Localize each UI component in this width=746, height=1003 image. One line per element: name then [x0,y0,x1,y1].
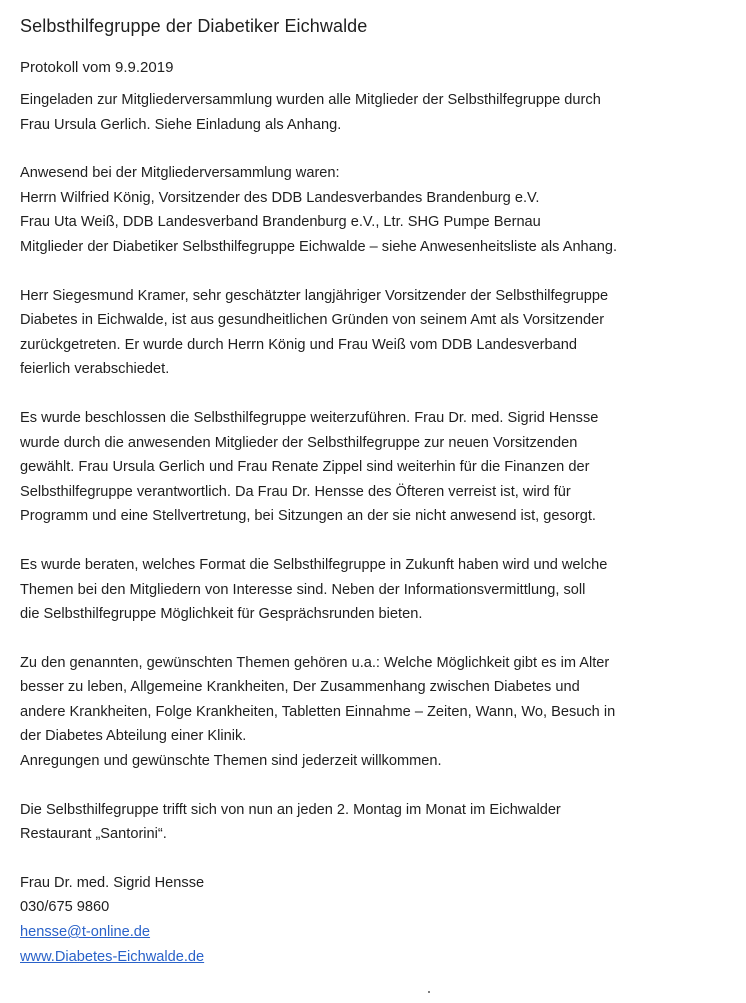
paragraph-line: Anwesend bei der Mitgliederversammlung waren: [20,165,340,182]
paragraph-line: Eingeladen zur Mitgliederversammlung wurden alle Mitglieder der Selbsthilfegruppe durch [20,92,601,108]
contact-phone: 030/675 9860 [20,899,110,916]
paragraph-line: Zu den genannten, gewünschten Themen gehören u.a.: Welche Möglichkeit gibt es im Alter [20,654,610,671]
protocol-date: Protokoll vom 9.9.2019 [20,59,174,76]
paragraph-line: die Selbsthilfegruppe Möglichkeit für Gesprächsrunden bieten. [20,606,423,623]
scan-speck [428,991,430,993]
paragraph-line: Frau Ursula Gerlich. Siehe Einladung als Anhang. [20,116,342,133]
paragraph-line: Es wurde beschlossen die Selbsthilfegruppe weiterzuführen. Frau Dr. med. Sigrid Hensse [20,409,599,426]
paragraph-line: Restaurant „Santorini“. [20,826,167,843]
paragraph-line: Herr Siegesmund Kramer, sehr geschätzter langjähriger Vorsitzender der Selbsthilfegruppe [20,287,609,304]
email-link[interactable]: hensse@t-online.de [20,924,151,941]
invitation-paragraph [20,88,746,137]
farewell-paragraph [20,284,746,382]
paragraph-line: Mitglieder der Diabetiker Selbsthilfegruppe Eichwalde – siehe Anwesenheitsliste als Anhang. [20,238,618,255]
paragraph-line: andere Krankheiten, Folge Krankheiten, Tabletten Einnahme – Zeiten, Wann, Wo, Besuch in [20,703,616,720]
website-link[interactable]: www.Diabetes-Eichwalde.de [20,948,205,965]
paragraph-line: Anregungen und gewünschte Themen sind jederzeit willkommen. [20,753,442,770]
decision-paragraph [20,406,746,529]
paragraph-line: wurde durch die anwesenden Mitglieder der Selbsthilfegruppe zur neuen Vorsitzenden [20,434,578,451]
meeting-paragraph [20,798,746,847]
paragraph-line: Herrn Wilfried König, Vorsitzender des DDB Landesverbandes Brandenburg e.V. [20,189,540,206]
contact-name: Frau Dr. med. Sigrid Hensse [20,874,205,891]
paragraph-line: Die Selbsthilfegruppe trifft sich von nun an jeden 2. Montag im Monat im Eichwalder [20,801,561,818]
paragraph-line: Es wurde beraten, welches Format die Selbsthilfegruppe in Zukunft haben wird und welche [20,556,608,573]
format-paragraph [20,553,746,627]
attendees-paragraph [20,161,746,259]
paragraph-line: gewählt. Frau Ursula Gerlich und Frau Renate Zippel sind weiterhin für die Finanzen der [20,459,590,476]
paragraph-line: der Diabetes Abteilung einer Klinik. [20,728,247,745]
paragraph-line: besser zu leben, Allgemeine Krankheiten, Der Zusammenhang zwischen Diabetes und [20,679,580,696]
paragraph-line: Diabetes in Eichwalde, ist aus gesundheitlichen Gründen von seinem Amt als Vorsitzender [20,312,605,329]
paragraph-line: zurückgetreten. Er wurde durch Herrn König und Frau Weiß vom DDB Landesverband [20,336,577,353]
paragraph-line: feierlich verabschiedet. [20,361,170,378]
paragraph-line: Programm und eine Stellvertretung, bei Sitzungen an der sie nicht anwesend ist, gesorgt. [20,508,596,525]
paragraph-line: Frau Uta Weiß, DDB Landesverband Brandenburg e.V., Ltr. SHG Pumpe Bernau [20,214,541,231]
topics-paragraph [20,651,746,774]
paragraph-line: Selbsthilfegruppe verantwortlich. Da Frau Dr. Hensse des Öfteren verreist ist, wird für [20,483,571,500]
document-title: Selbsthilfegruppe der Diabetiker Eichwalde [20,16,368,36]
contact-block [20,871,746,969]
paragraph-line: Themen bei den Mitgliedern von Interesse sind. Neben der Informationsvermittlung, soll [20,581,586,598]
